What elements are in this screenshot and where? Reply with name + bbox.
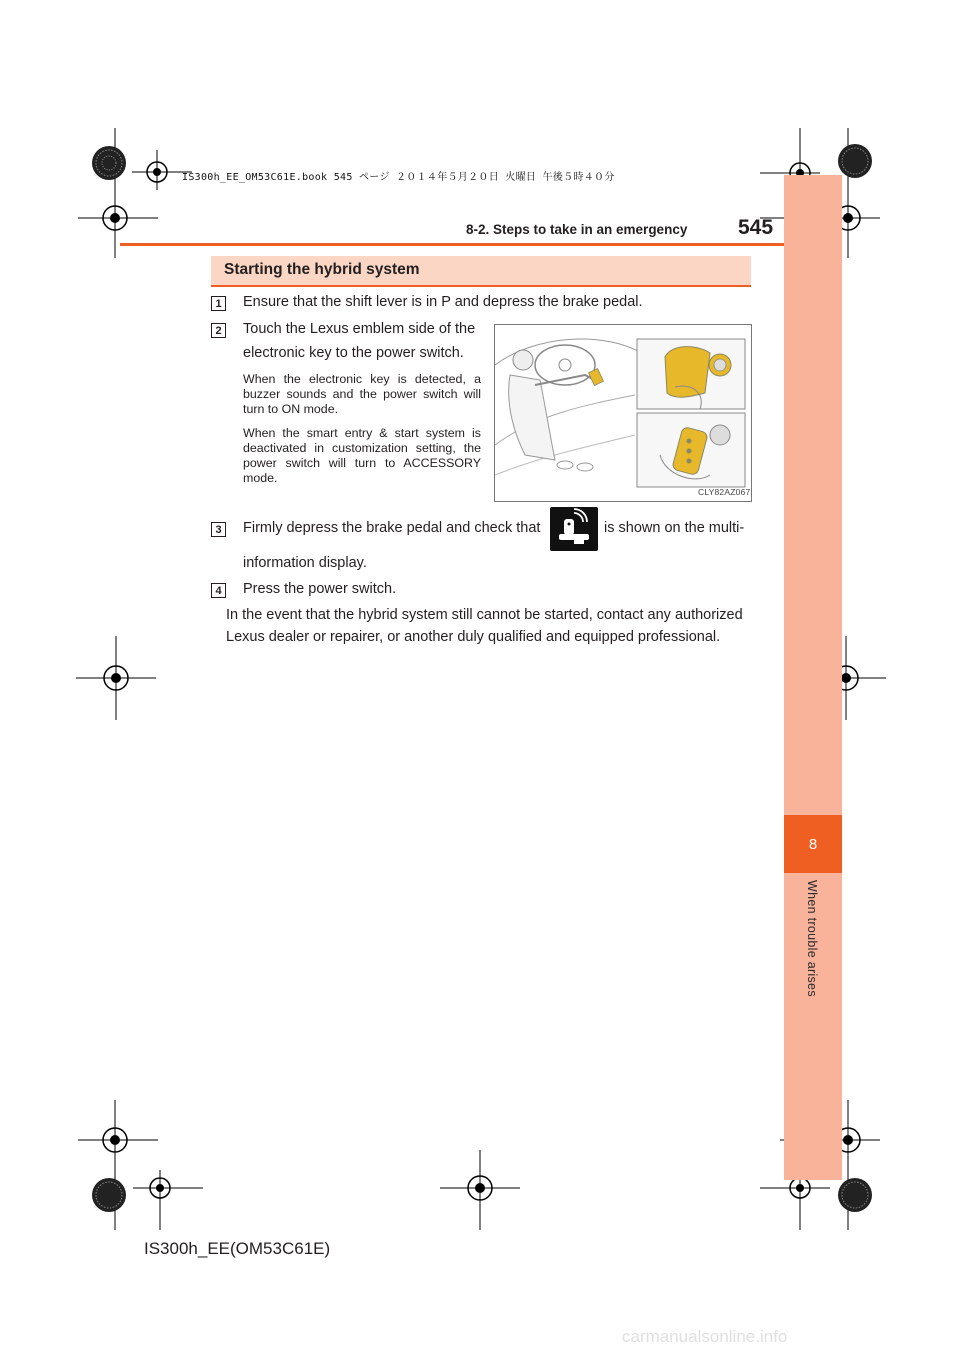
step-number-3: 3 bbox=[211, 522, 226, 537]
note-key-detected: When the electronic key is detected, a buzzer sounds and the power switch will turn to ON mode. bbox=[243, 372, 481, 416]
step-number-2: 2 bbox=[211, 323, 226, 338]
step-3-text-before: Firmly depress the brake pedal and check that bbox=[243, 520, 541, 536]
illustration-drawing bbox=[495, 325, 751, 501]
info-line-2: Lexus dealer or repairer, or another duly qualified and equipped professional. bbox=[226, 629, 721, 645]
step-1-text: Ensure that the shift lever is in P and depress the brake pedal. bbox=[243, 294, 643, 310]
registration-mark-bottom-center bbox=[440, 1150, 520, 1230]
note-accessory-mode: When the smart entry & start system is deactivated in customization setting, the power switch will turn to ACCESSORY mode. bbox=[243, 426, 481, 485]
chapter-tab[interactable]: 8 bbox=[784, 815, 842, 873]
file-header: IS300h_EE_OM53C61E.book 545 ページ ２０１４年５月２０日 火曜日 午後５時４０分 bbox=[182, 172, 615, 183]
watermark: carmanualsonline.info bbox=[622, 1327, 788, 1346]
side-band bbox=[784, 175, 842, 1180]
illustration-code: CLY82AZ067 bbox=[698, 487, 751, 497]
footer-model-code: IS300h_EE(OM53C61E) bbox=[144, 1239, 331, 1258]
registration-mark-top-left bbox=[78, 128, 158, 258]
step-number-1: 1 bbox=[211, 296, 226, 311]
step-number-4: 4 bbox=[211, 583, 226, 598]
section-title-underline bbox=[211, 285, 751, 287]
illustration-power-switch bbox=[494, 324, 752, 502]
page-number: 545 bbox=[738, 216, 774, 239]
chapter-title-text: When trouble arises bbox=[805, 880, 819, 997]
step-2-text-line1: Touch the Lexus emblem side of the bbox=[243, 321, 476, 337]
key-indicator-icon bbox=[550, 507, 598, 551]
step-3-text-line2: information display. bbox=[243, 555, 367, 571]
info-line-1: In the event that the hybrid system still cannot be started, contact any authorized bbox=[226, 607, 743, 623]
step-3-text-after: is shown on the multi- bbox=[604, 520, 745, 536]
chapter-title bbox=[783, 880, 843, 1010]
step-4-text: Press the power switch. bbox=[243, 581, 397, 597]
registration-mark-mid-left bbox=[76, 636, 156, 720]
step-2-text-line2: electronic key to the power switch. bbox=[243, 345, 464, 361]
header-rule bbox=[120, 243, 784, 246]
page-section-title: 8-2. Steps to take in an emergency bbox=[466, 222, 688, 237]
registration-mark-bottom-left bbox=[78, 1100, 208, 1230]
section-title: Starting the hybrid system bbox=[224, 261, 420, 278]
